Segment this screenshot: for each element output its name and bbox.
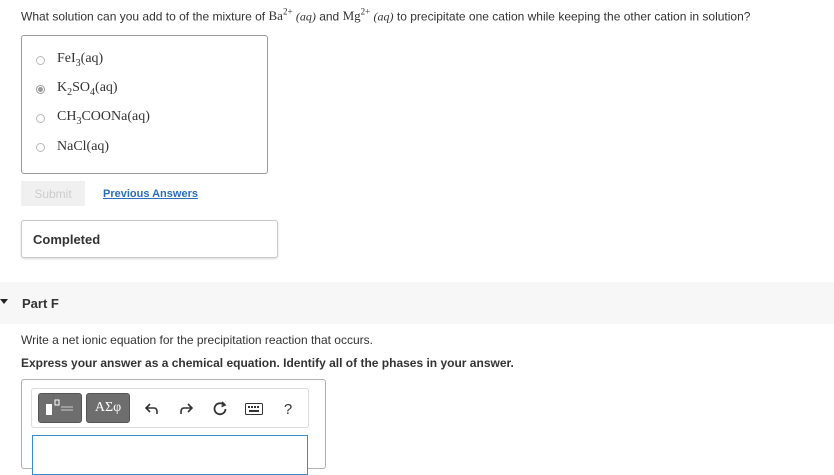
formula-subscript: 3: [76, 115, 82, 127]
ion1-phase: (aq): [295, 9, 316, 24]
radio-ch3coona[interactable]: [36, 114, 45, 123]
formula-part: NaCl(aq): [57, 139, 110, 154]
ion1-symbol: Ba: [268, 8, 283, 24]
formula-part: (aq): [80, 51, 104, 67]
reset-icon[interactable]: [210, 399, 230, 419]
formula-part: (aq): [95, 80, 118, 96]
option-label: [57, 109, 150, 127]
collapse-caret-icon[interactable]: [0, 299, 8, 304]
option-ch3coona[interactable]: [36, 108, 150, 128]
ion2-phase: (aq): [373, 9, 394, 24]
ion2: [343, 8, 371, 23]
part-title: Part F: [22, 296, 59, 311]
keyboard-icon[interactable]: [244, 399, 264, 419]
help-icon[interactable]: ?: [283, 400, 293, 418]
question-prefix: What solution can you add to of the mixture of: [21, 9, 269, 24]
formula-subscript: 3: [75, 57, 81, 69]
part-header[interactable]: [0, 282, 834, 324]
option-k2so4[interactable]: [36, 79, 118, 99]
submit-button[interactable]: Submit: [21, 181, 85, 206]
undo-icon[interactable]: [142, 399, 162, 419]
question-joiner: and: [315, 9, 343, 24]
completed-label: Completed: [33, 232, 101, 247]
ion2-symbol: Mg: [342, 8, 361, 24]
formula-subscript: 4: [90, 86, 96, 98]
template-icon: [43, 398, 77, 418]
formula-part: COONa(aq): [81, 109, 150, 125]
radio-fei3[interactable]: [36, 56, 45, 65]
redo-icon[interactable]: [176, 399, 196, 419]
equation-editor: [21, 379, 326, 469]
question-text: [21, 7, 750, 24]
option-fei3[interactable]: [36, 50, 103, 70]
template-button[interactable]: [38, 393, 82, 423]
answer-input[interactable]: [32, 435, 308, 475]
answer-options: [21, 35, 268, 174]
question-suffix: to precipitate one cation while keeping the other cation in solution?: [393, 9, 751, 24]
option-label: [57, 139, 109, 155]
option-nacl[interactable]: [36, 137, 109, 157]
radio-k2so4-selected[interactable]: [36, 85, 45, 94]
option-label: [57, 80, 118, 98]
ion2-charge: 2+: [360, 7, 371, 17]
instruction-text: Write a net ionic equation for the precipitation reaction that occurs.: [21, 333, 373, 347]
ion1: [268, 8, 292, 23]
formula-part: FeI: [57, 51, 76, 67]
completed-box: [21, 220, 278, 258]
editor-toolbar: [31, 388, 309, 428]
formula-part: SO: [72, 80, 91, 96]
formula-part: K: [57, 80, 68, 96]
radio-nacl[interactable]: [36, 143, 45, 152]
greek-symbols-button[interactable]: ΑΣφ: [86, 393, 130, 423]
previous-answers-link[interactable]: Previous Answers: [103, 188, 198, 200]
option-label: [57, 51, 103, 69]
formula-subscript: 2: [67, 86, 73, 98]
ion1-charge: 2+: [282, 7, 293, 17]
formula-part: CH: [57, 109, 77, 125]
instruction-bold-text: Express your answer as a chemical equation. Identify all of the phases in your answer.: [21, 356, 514, 370]
